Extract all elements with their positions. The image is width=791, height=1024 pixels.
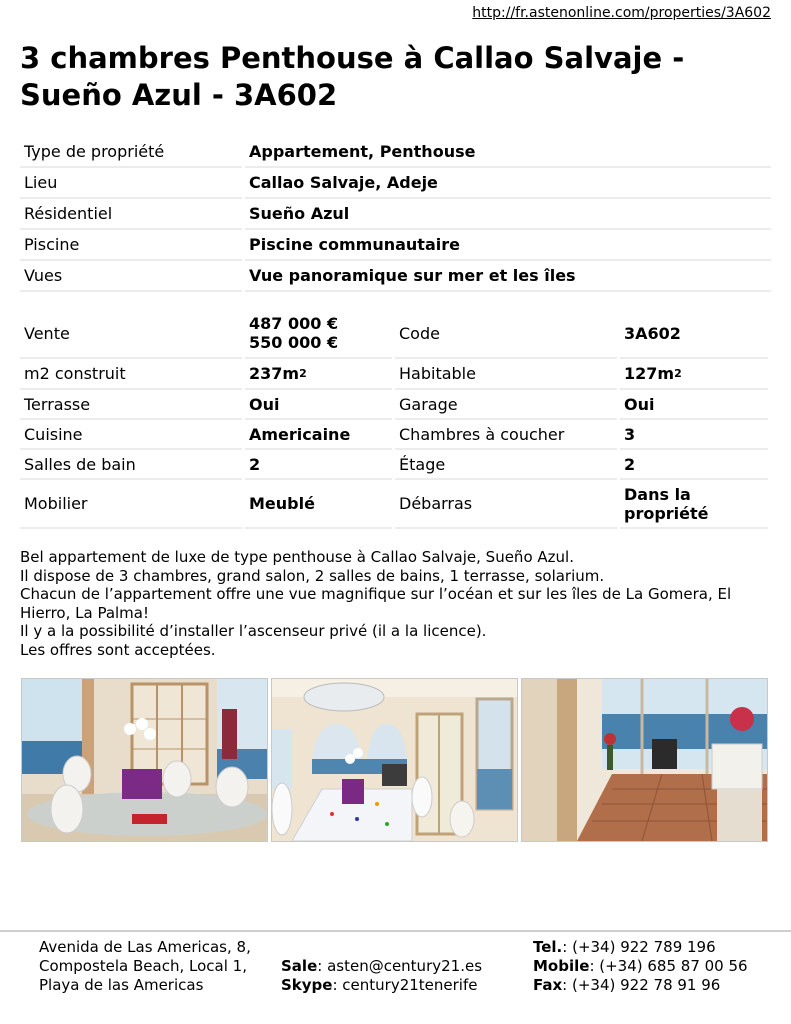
description-line: Bel appartement de luxe de type penthouse à Callao Salvaje, Sueño Azul. [20, 548, 574, 566]
terrasse-value: Oui [245, 390, 392, 420]
habitable-label: Habitable [395, 359, 617, 390]
vente-label: Vente [20, 309, 242, 359]
property-photo-hallway[interactable] [521, 678, 768, 842]
code-label: Code [395, 309, 617, 359]
sale-value: : asten@century21.es [317, 957, 483, 975]
garage-label: Garage [395, 390, 617, 420]
tel-label: Tel. [533, 938, 563, 956]
property-info-table [20, 137, 771, 292]
etage-label: Étage [395, 450, 617, 480]
etage-value: 2 [620, 450, 768, 480]
cuisine-label: Cuisine [20, 420, 242, 450]
vente-price-2: 550 000 € [249, 333, 339, 352]
skype-label: Skype [281, 976, 333, 994]
mobile-contact[interactable] [533, 957, 748, 976]
details-row-terrasse [20, 390, 771, 420]
m2-value: 237m 2 [245, 359, 392, 390]
info-label: Résidentiel [20, 199, 242, 230]
code-value: 3A602 [620, 309, 768, 359]
chambres-label: Chambres à coucher [395, 420, 617, 450]
info-label: Lieu [20, 168, 242, 199]
skype-contact[interactable] [281, 976, 482, 995]
property-url-link[interactable]: http://fr.astenonline.com/properties/3A602 [472, 5, 771, 21]
info-value: Sueño Azul [245, 199, 771, 230]
salles-value: 2 [245, 450, 392, 480]
info-value: Callao Salvaje, Adeje [245, 168, 771, 199]
info-row-piscine [20, 230, 771, 261]
m2-label: m2 construit [20, 359, 242, 390]
address-line: Avenida de Las Americas, 8, [39, 938, 251, 956]
vente-price [245, 309, 392, 359]
description-line: Les offres sont acceptées. [20, 640, 216, 659]
info-row-vues [20, 261, 771, 292]
address-line: Compostela Beach, Local 1, [39, 957, 247, 975]
info-value: Appartement, Penthouse [245, 137, 771, 168]
cuisine-value: Americaine [245, 420, 392, 450]
info-row-type [20, 137, 771, 168]
terrasse-label: Terrasse [20, 390, 242, 420]
fax-contact[interactable] [533, 976, 748, 995]
skype-value: : century21tenerife [332, 976, 478, 994]
page-title: 3 chambres Penthouse à Callao Salvaje - Sueño Azul - 3A602 [20, 41, 685, 112]
mobile-label: Mobile [533, 957, 590, 975]
fax-label: Fax [533, 976, 563, 994]
details-row-mobilier [20, 480, 771, 529]
info-value: Piscine communautaire [245, 230, 771, 261]
fax-value: : (+34) 922 78 91 96 [562, 976, 721, 994]
salles-label: Salles de bain [20, 450, 242, 480]
info-row-lieu [20, 168, 771, 199]
sale-label: Sale [281, 957, 318, 975]
description-line: Chacun de l’appartement offre une vue magnifique sur l’océan et sur les îles de La Gomera, El Hierro, La Palma! [20, 585, 732, 622]
address-line: Playa de las Americas [39, 976, 204, 994]
vente-price-1: 487 000 € [249, 314, 339, 333]
property-photo-dining-room[interactable] [21, 678, 268, 842]
details-row-salles [20, 450, 771, 480]
habitable-value: 127m 2 [620, 359, 768, 390]
footer-divider [0, 930, 791, 932]
info-label: Vues [20, 261, 242, 292]
property-photo-dining-table[interactable] [271, 678, 518, 842]
footer-phone-contact [533, 938, 748, 995]
info-value: Vue panoramique sur mer et les îles [245, 261, 771, 292]
tel-value: : (+34) 922 789 196 [562, 938, 716, 956]
description-line: Il dispose de 3 chambres, grand salon, 2 salles de bains, 1 terrasse, solarium. [20, 566, 605, 585]
info-label: Piscine [20, 230, 242, 261]
info-label: Type de propriété [20, 137, 242, 168]
mobilier-label: Mobilier [20, 480, 242, 529]
property-details-table [20, 309, 771, 529]
chambres-value: 3 [620, 420, 768, 450]
tel-contact[interactable] [533, 938, 748, 957]
debarras-label: Débarras [395, 480, 617, 529]
mobile-value: : (+34) 685 87 00 56 [589, 957, 748, 975]
garage-value: Oui [620, 390, 768, 420]
mobilier-value: Meublé [245, 480, 392, 529]
footer-online-contact [281, 957, 482, 995]
details-row-cuisine [20, 420, 771, 450]
info-row-residentiel [20, 199, 771, 230]
habitable-number: 127m [624, 364, 675, 383]
m2-number: 237m [249, 364, 300, 383]
details-row-m2 [20, 359, 771, 390]
footer-address [39, 938, 251, 995]
sale-contact[interactable] [281, 957, 482, 976]
description-line: Il y a la possibilité d’installer l’ascenseur privé (il a la licence). [20, 622, 487, 640]
details-row-vente [20, 309, 771, 359]
debarras-value: Dans la propriété [620, 480, 768, 529]
property-description [20, 548, 770, 659]
